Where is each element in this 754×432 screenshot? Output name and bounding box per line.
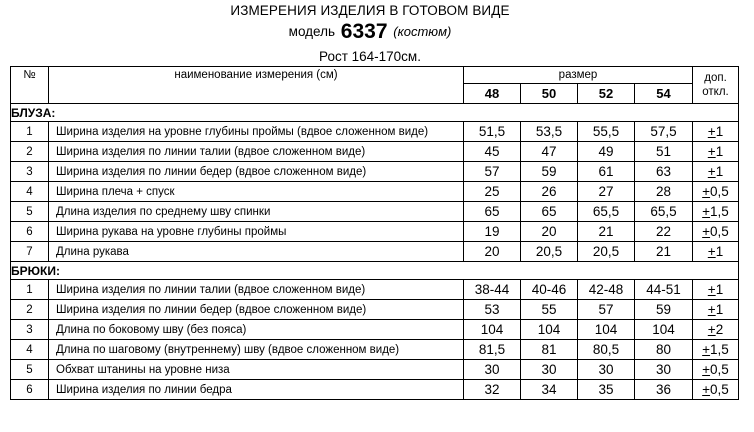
tolerance-cell [693,142,739,162]
measurement-name: Длина рукава [49,242,464,262]
size-value: 47 [521,142,578,162]
size-value: 49 [578,142,635,162]
height-range: Рост 164-170см. [319,49,421,64]
size-value: 20 [464,242,521,262]
measurement-name: Ширина изделия по линии бедра [49,380,464,400]
tolerance-sign: + [707,164,716,179]
tolerance-sign: + [702,204,711,219]
table-row [11,360,739,380]
tolerance-cell [693,280,739,300]
tolerance-cell [693,222,739,242]
size-value: 20,5 [578,242,635,262]
size-value: 35 [578,380,635,400]
tolerance-cell [693,300,739,320]
size-value: 20,5 [521,242,578,262]
table-row [11,182,739,202]
size-value: 51 [635,142,693,162]
size-value: 30 [578,360,635,380]
table-row [11,320,739,340]
tolerance-value: 1 [715,302,724,317]
size-value: 53 [464,300,521,320]
tolerance-cell [693,380,739,400]
tolerance-sign: + [707,322,716,337]
tolerance-sign: + [702,382,711,397]
measurement-name: Ширина изделия на уровне глубины проймы (вдвое сложенном виде) [49,122,464,142]
tolerance-value: 1,5 [710,204,729,219]
size-value: 42-48 [578,280,635,300]
size-value: 104 [464,320,521,340]
measurement-name: Длина по шаговому (внутреннему) шву (вдвое сложенном виде) [49,340,464,360]
row-number: 2 [11,142,49,162]
row-number: 5 [11,202,49,222]
model-line [0,20,740,44]
tolerance-cell [693,242,739,262]
size-value: 104 [635,320,693,340]
size-value: 80 [635,340,693,360]
row-number: 3 [11,320,49,340]
row-number: 1 [11,122,49,142]
size-value: 44-51 [635,280,693,300]
tolerance-value: 0,5 [710,382,729,397]
model-type: (костюм) [393,24,452,39]
row-number: 4 [11,340,49,360]
tolerance-sign: + [707,302,716,317]
tolerance-sign: + [702,224,711,239]
section-title: БЛУЗА: [11,104,739,122]
header-number: № [11,67,49,104]
size-value: 20 [521,222,578,242]
table-row [11,162,739,182]
size-value: 27 [578,182,635,202]
size-value: 65 [464,202,521,222]
size-value: 21 [635,242,693,262]
tolerance-value: 0,5 [710,362,729,377]
measurement-name: Длина изделия по среднему шву спинки [49,202,464,222]
size-value: 25 [464,182,521,202]
measurement-name: Ширина изделия по линии бедер (вдвое сложенном виде) [49,300,464,320]
header-tolerance-line2: откл. [702,86,729,98]
size-value: 22 [635,222,693,242]
header-measurement-name: наименование измерения (см) [49,67,464,104]
row-number: 7 [11,242,49,262]
row-number: 2 [11,300,49,320]
size-value: 104 [521,320,578,340]
table-row [11,142,739,162]
header-row-1 [11,67,739,84]
tolerance-value: 0,5 [710,184,729,199]
measurement-name: Ширина плеча + спуск [49,182,464,202]
size-value: 32 [464,380,521,400]
measurement-name: Обхват штанины на уровне низа [49,360,464,380]
model-prefix: модель [288,24,336,39]
section-title: БРЮКИ: [11,262,739,280]
row-number: 1 [11,280,49,300]
size-value: 104 [578,320,635,340]
size-value: 19 [464,222,521,242]
size-value: 63 [635,162,693,182]
size-value: 65 [521,202,578,222]
table-row [11,202,739,222]
tolerance-cell [693,202,739,222]
tolerance-sign: + [707,282,716,297]
tolerance-value: 1 [715,144,724,159]
header-size-54: 54 [635,84,693,104]
tolerance-sign: + [707,124,716,139]
table-row [11,340,739,360]
tolerance-cell [693,182,739,202]
size-value: 81,5 [464,340,521,360]
measurement-name: Ширина изделия по линии талии (вдвое сложенном виде) [49,280,464,300]
size-value: 36 [635,380,693,400]
row-number: 6 [11,380,49,400]
measurement-name: Ширина изделия по линии талии (вдвое сложенном виде) [49,142,464,162]
measurements-table [10,66,739,400]
model-number: 6337 [340,20,388,43]
document-title: ИЗМЕРЕНИЯ ИЗДЕЛИЯ В ГОТОВОМ ВИДЕ [230,3,510,18]
size-value: 59 [521,162,578,182]
header-size-50: 50 [521,84,578,104]
size-value: 65,5 [635,202,693,222]
table-row [11,280,739,300]
measurement-name: Ширина изделия по линии бедер (вдвое сложенном виде) [49,162,464,182]
size-value: 61 [578,162,635,182]
size-value: 28 [635,182,693,202]
size-value: 65,5 [578,202,635,222]
tolerance-sign: + [707,244,716,259]
row-number: 4 [11,182,49,202]
tolerance-cell [693,162,739,182]
tolerance-cell [693,340,739,360]
size-value: 38-44 [464,280,521,300]
size-value: 81 [521,340,578,360]
size-value: 21 [578,222,635,242]
tolerance-sign: + [702,342,711,357]
size-value: 51,5 [464,122,521,142]
size-value: 34 [521,380,578,400]
table-row [11,122,739,142]
measurement-name: Длина по боковому шву (без пояса) [49,320,464,340]
table-row [11,242,739,262]
table-row [11,222,739,242]
size-value: 57 [464,162,521,182]
header-size-48: 48 [464,84,521,104]
tolerance-value: 1 [715,164,724,179]
size-value: 53,5 [521,122,578,142]
header-size-52: 52 [578,84,635,104]
size-value: 40-46 [521,280,578,300]
table-row [11,300,739,320]
size-value: 26 [521,182,578,202]
row-number: 3 [11,162,49,182]
measurement-name: Ширина рукава на уровне глубины проймы [49,222,464,242]
tolerance-value: 1 [715,124,724,139]
size-value: 30 [521,360,578,380]
tolerance-value: 1 [715,244,724,259]
tolerance-value: 0,5 [710,224,729,239]
tolerance-cell [693,360,739,380]
size-value: 59 [635,300,693,320]
header-size: размер [464,67,693,84]
header-tolerance [693,67,739,104]
size-value: 57,5 [635,122,693,142]
size-value: 57 [578,300,635,320]
section-row [11,104,739,122]
tolerance-value: 1,5 [710,342,729,357]
tolerance-cell [693,122,739,142]
tolerance-value: 1 [715,282,724,297]
row-number: 5 [11,360,49,380]
tolerance-sign: + [702,184,711,199]
tolerance-value: 2 [715,322,724,337]
header-tolerance-line1: доп. [704,72,727,84]
section-row [11,262,739,280]
tolerance-cell [693,320,739,340]
size-value: 30 [464,360,521,380]
tolerance-sign: + [702,362,711,377]
size-value: 30 [635,360,693,380]
size-value: 80,5 [578,340,635,360]
size-value: 55 [521,300,578,320]
row-number: 6 [11,222,49,242]
size-value: 55,5 [578,122,635,142]
tolerance-sign: + [707,144,716,159]
table-row [11,380,739,400]
size-value: 45 [464,142,521,162]
